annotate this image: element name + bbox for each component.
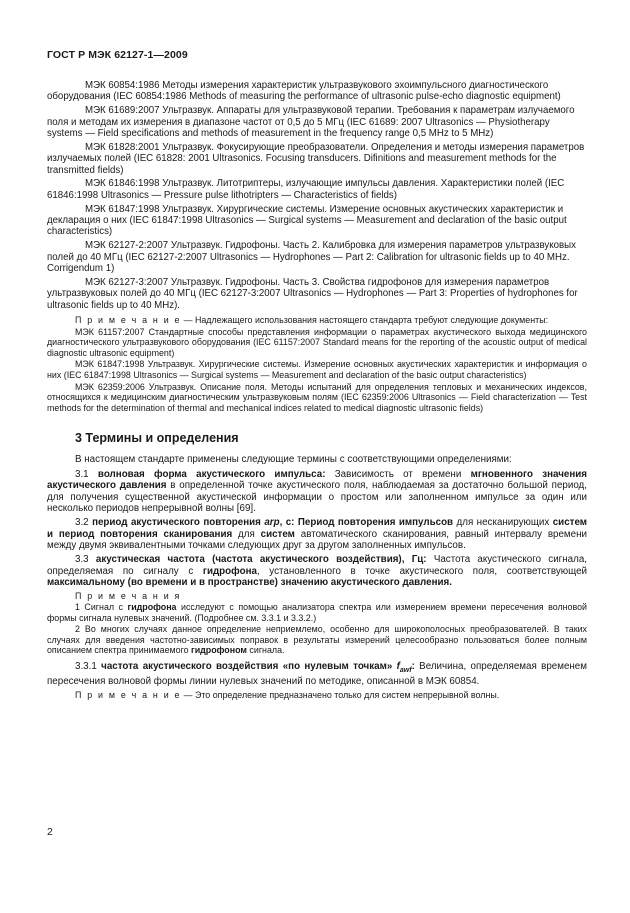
note-item-iec-62359: МЭК 62359:2006 Ультразвук. Описание поля. Методы испытаний для определения тепловых и механических индексов, относящихся к медицинским диагностическим ультразвуковым полям (IEC 62359:2006 Ultrasonics — Field characterization — Test methods for the determination of thermal and mechanical indices related to medical diagnostic ultrasonic fields) [47, 381, 587, 413]
note-link: гидрофоном [191, 645, 247, 656]
term-title: акустическая частота (частота акустического воздействия), Гц: [95, 554, 427, 566]
note-text: 2 Во многих случаях данное определение неприемлемо, особенно для широкополосных преобразователей. В таких случаях для введения частотно-зависимых поправок в результаты измерений целесообразно пользоваться более полным описанием спектра принимаемого [47, 624, 587, 656]
term-text: Зависимость от времени [325, 468, 471, 480]
term-text: для [232, 528, 261, 540]
term-symbol: f [392, 660, 400, 672]
term-link: систем [260, 528, 295, 540]
reference-iec-61847: МЭК 61847:1998 Ультразвук. Хирургические системы. Измерение основных акустических характеристик и декларация о них (IEC 61847:1998 Ultrasonics — Surgical systems — Measurement and declaration of the basic output characteristics) [47, 203, 567, 238]
term-symbol: arp [260, 517, 280, 529]
term-symbol-subscript: awf [399, 666, 412, 674]
section-title: 3 Термины и определения [75, 431, 239, 446]
term-3-3-notes-label: П р и м е ч а н и я [75, 591, 182, 602]
note-label: П р и м е ч а н и е [75, 690, 182, 701]
term-text: Частота акустического сигнала, определяемая по сигналу с [47, 554, 587, 577]
note-text: сигнала. [246, 645, 285, 656]
normative-note [47, 315, 587, 413]
term-3-3-note-2 [47, 624, 587, 656]
note-link: гидрофона [127, 602, 177, 613]
term-number: 3.2 [75, 517, 93, 529]
term-3-3-1-note [47, 690, 587, 701]
term-text: автоматического сканирования, равный интервалу времени между двумя эквивалентными точками следующих друг за другом заполненных импульсов. [47, 528, 587, 552]
term-link: гидрофона [202, 565, 257, 577]
term-link: Период повторения импульсов [294, 517, 454, 529]
note-label: П р и м е ч а н и е [75, 315, 182, 326]
term-3-3 [47, 554, 587, 589]
note-item-iec-61847: МЭК 61847:1998 Ультразвук. Хирургические системы. Измерение основных акустических характеристик и информация о них (IEC 61847:1998 Ultrasonics — Surgical systems — Measurement and declaration of the basic output characteristics) [47, 359, 587, 381]
term-colon: : [411, 660, 415, 672]
term-number: 3.3.1 [75, 660, 102, 672]
note-text: исследуют с помощью анализатора спектра или измерением времени пересечения волновой формы сигнала нулевых значений. (Подробнее см. 3.3.1 и 3.3.2.) [47, 602, 587, 623]
term-text: в определенной точке акустического поля, наблюдаемая за достаточно большой период, для получения существенной акустической информации о простом или заполненном импульсе за один или несколько периодов непрерывной волны [69]. [47, 480, 587, 514]
reference-iec-61689: МЭК 61689:2007 Ультразвук. Аппараты для ультразвуковой терапии. Требования к параметрам излучаемого поля и методам их измерения в диапазоне частот от 0,5 до 5 МГц (IEC 61689: 2007 Ultrasonics — Physiotherapy systems — Field specifications and methods of measurement in the frequency range 0,5 MHz to 5 MHz) [47, 105, 575, 140]
note-intro [47, 315, 587, 326]
reference-iec-60854: МЭК 60854:1986 Методы измерения характеристик ультразвукового эхоимпульсного диагностического оборудования (IEC 60854:1986 Methods of measuring the performance of ultrasonic pulse-echo diagnostic equipment) [47, 80, 561, 103]
section-intro: В настоящем стандарте применены следующие термины с соответствующими определениями: [75, 454, 512, 466]
term-title: период акустического повторения [92, 517, 261, 529]
note-item-iec-61157: МЭК 61157:2007 Стандартные способы представления информации о параметрах акустического выхода медицинского диагностического ультразвукового оборудования (IEC 61157:2007 Standard means for the reporting of the acoustic output of medical diagnostic ultrasonic equipment) [47, 326, 587, 358]
term-number: 3.3 [75, 554, 96, 566]
term-3-2 [47, 517, 587, 552]
term-3-3-note-1 [47, 602, 587, 623]
term-link: систем и период повторения сканирования [47, 517, 588, 540]
term-link: максимальному (во времени и в пространстве) значению акустического давления. [47, 577, 452, 589]
reference-iec-62127-3: МЭК 62127-3:2007 Ультразвук. Гидрофоны. Часть 3. Свойства гидрофонов для измерения параметров ультразвуковых полей до 40 МГц (IEC 62127-3:2007 Ultrasonics — Hydrophones — Part 3: Properties of hydrophones for ultrasonic fields up to 40 MHz). [47, 276, 578, 311]
reference-iec-62127-2: МЭК 62127-2:2007 Ультразвук. Гидрофоны. Часть 2. Калибровка для измерения параметров ультразвуковых полей до 40 МГц (IEC 62127-2:2007 Ultrasonics — Hydrophones — Part 2: Calibration for ultrasonic fields up to 40 MHz. Corrigendum 1) [47, 240, 576, 275]
term-link: мгновенного значения акустического давления [47, 468, 588, 491]
term-text: для несканирующих [453, 517, 553, 529]
page-number: 2 [47, 826, 53, 838]
term-3-1 [47, 469, 587, 515]
term-unit: , с: [279, 517, 295, 529]
term-title: волновая форма акустического импульса: [97, 468, 326, 480]
note-text: — Это определение предназначено только для систем непрерывной волны. [181, 690, 500, 701]
reference-iec-61828: МЭК 61828:2001 Ультразвук. Фокусирующие преобразователи. Определения и методы измерения параметров излучаемых полей (IEC 61828: 2001 Ultrasonics. Focusing transducers. Difinitions and measurement methods for the transmitted fields) [47, 141, 585, 176]
reference-iec-61846: МЭК 61846:1998 Ультразвук. Литотриптеры, излучающие импульсы давления. Характеристики полей (IEC 61846:1998 Ultrasonics — Pressure pulse lithotripters — Characteristics of fields) [47, 178, 565, 201]
note-intro-text: — Надлежащего использования настоящего стандарта требуют следующие документы: [181, 315, 549, 326]
term-title: частота акустического воздействия «по нулевым точкам» [101, 660, 393, 672]
term-number: 3.1 [75, 468, 98, 480]
term-3-3-1 [47, 661, 587, 688]
document-header: ГОСТ Р МЭК 62127-1—2009 [47, 49, 188, 61]
term-text: Величина, определяемая временем пересечения волновой формы линии нулевых значений по методике, описанной в МЭК 60854. [47, 660, 587, 688]
term-text: , установленного в точке акустического поля, соответствующей [256, 565, 587, 577]
page-content [47, 80, 587, 701]
note-text: 1 Сигнал с [75, 602, 128, 613]
